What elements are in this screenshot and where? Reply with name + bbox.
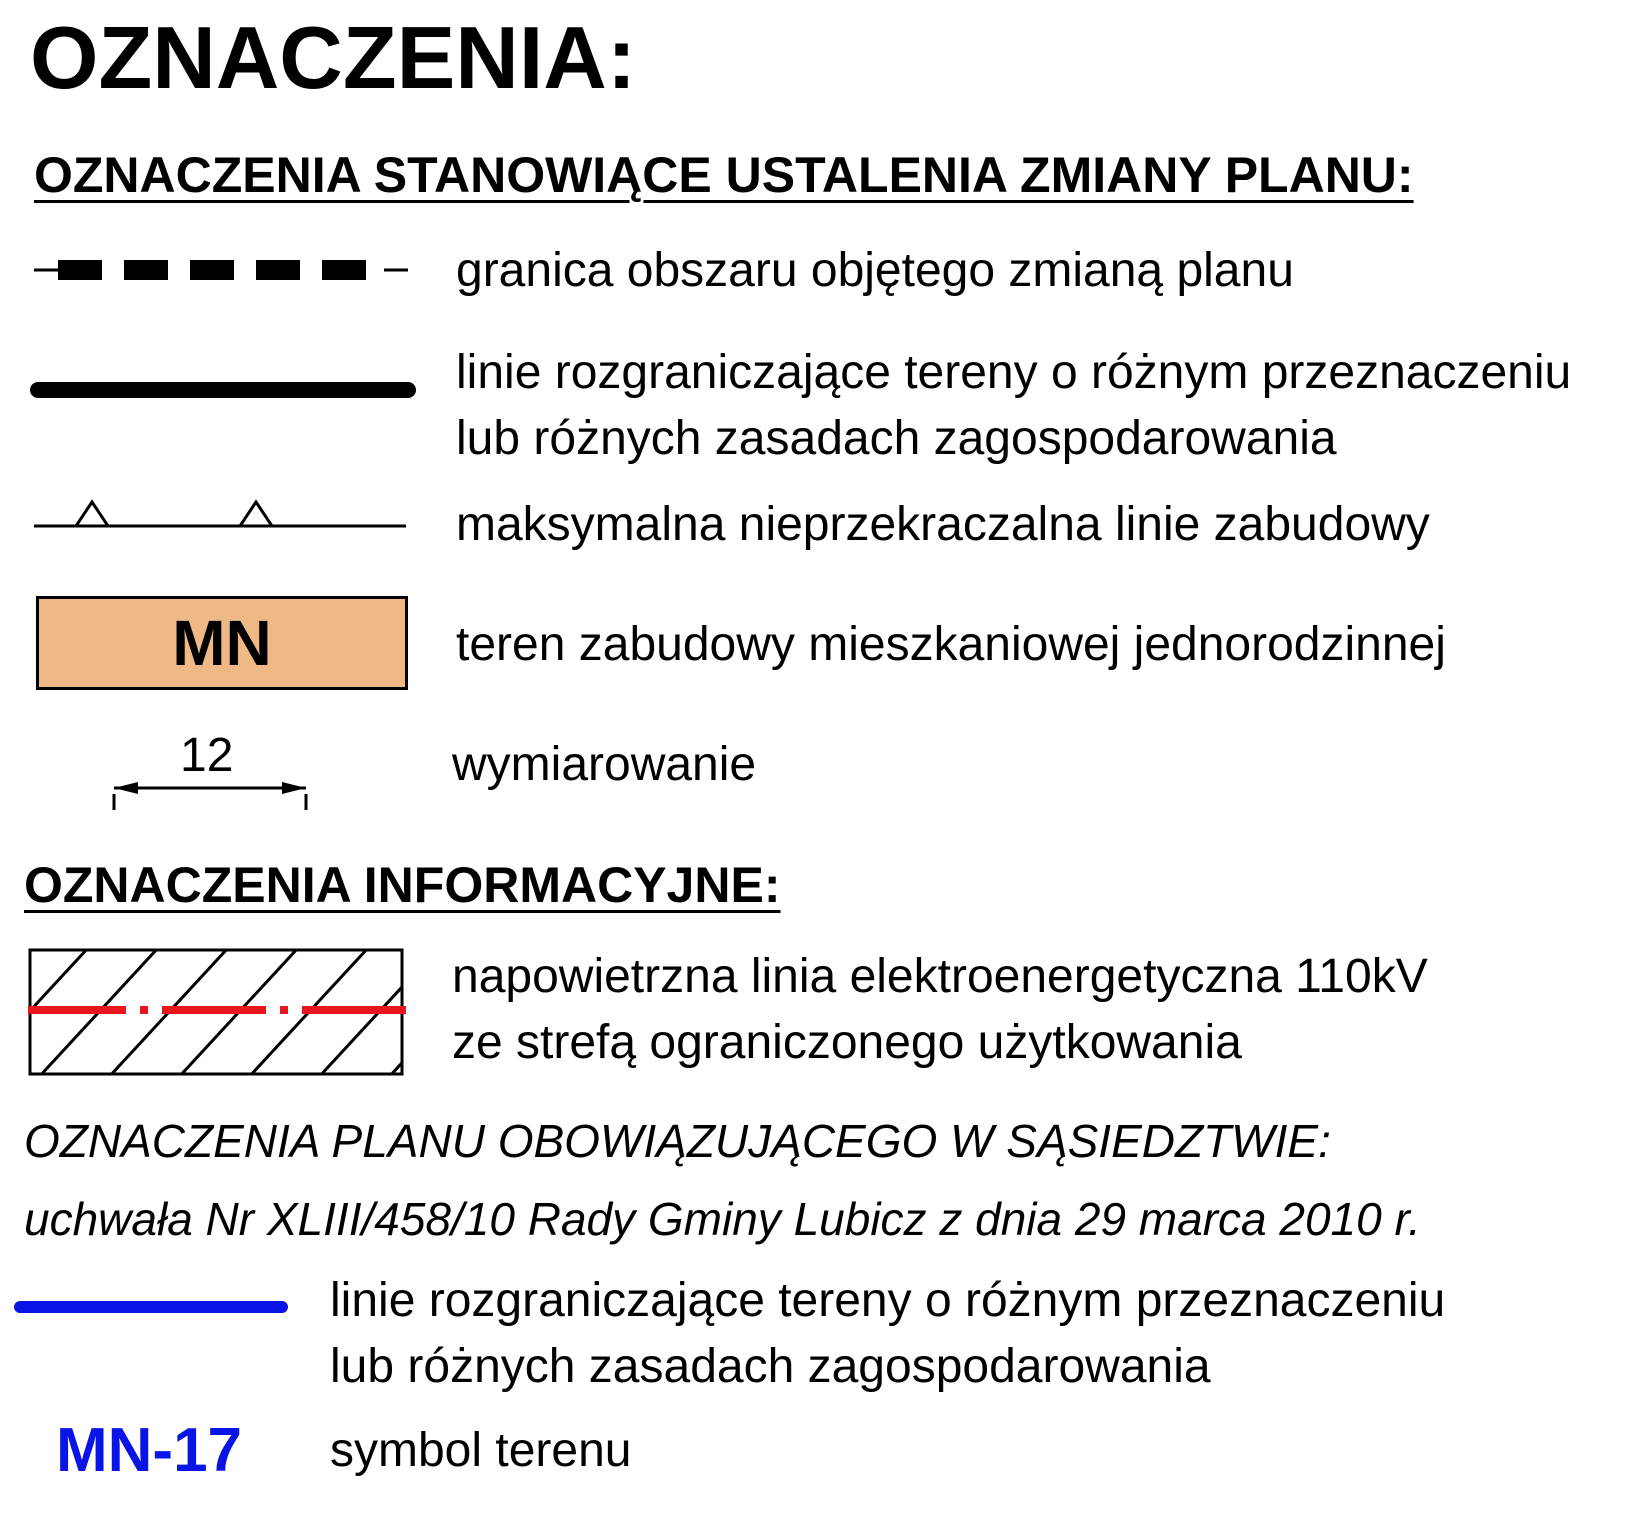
mn-zone-symbol: MN <box>36 596 408 690</box>
legend-desc-area-symbol: symbol terenu <box>330 1424 632 1477</box>
section-heading-neighbour: OZNACZENIA PLANU OBOWIĄZUJĄCEGO W SĄSIEDZTWIE: <box>24 1115 1331 1167</box>
dimension-value-label: 12 <box>180 729 234 782</box>
area-symbol-mn17: MN-17 <box>56 1416 243 1485</box>
thick-black-line-symbol <box>30 378 420 402</box>
dashed-boundary-line-symbol <box>34 256 414 286</box>
legend-desc-boundary: granica obszaru objętego zmianą planu <box>456 244 1294 297</box>
legend-desc-mn: teren zabudowy mieszkaniowej jednorodzinnej <box>456 618 1446 671</box>
power-line-zone-symbol <box>28 948 408 1080</box>
legend-desc-power-line-2: ze strefą ograniczonego użytkowania <box>452 1016 1242 1069</box>
legend-desc-division-line-2: lub różnych zasadach zagospodarowania <box>456 412 1337 465</box>
legend-desc-division-line-1: linie rozgraniczające tereny o różnym przeznaczeniu <box>456 346 1572 399</box>
legend-desc-blue-line-1: linie rozgraniczające tereny o różnym przeznaczeniu <box>330 1274 1446 1327</box>
legend-desc-dimension: wymiarowanie <box>452 738 757 791</box>
dimension-line-symbol <box>110 778 310 812</box>
legend-desc-power-line-1: napowietrzna linia elektroenergetyczna 110kV <box>452 950 1428 1003</box>
legend-desc-building-line: maksymalna nieprzekraczalna linie zabudowy <box>456 498 1430 551</box>
section-heading-info: OZNACZENIA INFORMACYJNE: <box>24 857 781 913</box>
section-heading-binding: OZNACZENIA STANOWIĄCE USTALENIA ZMIANY PLANU: <box>34 147 1414 203</box>
building-line-symbol <box>34 496 414 536</box>
neighbour-resolution-text: uchwała Nr XLIII/458/10 Rady Gminy Lubicz z dnia 29 marca 2010 r. <box>24 1193 1421 1245</box>
legend-desc-blue-line-2: lub różnych zasadach zagospodarowania <box>330 1340 1211 1393</box>
thick-blue-line-symbol <box>14 1296 290 1318</box>
legend-title: OZNACZENIA: <box>30 8 637 107</box>
